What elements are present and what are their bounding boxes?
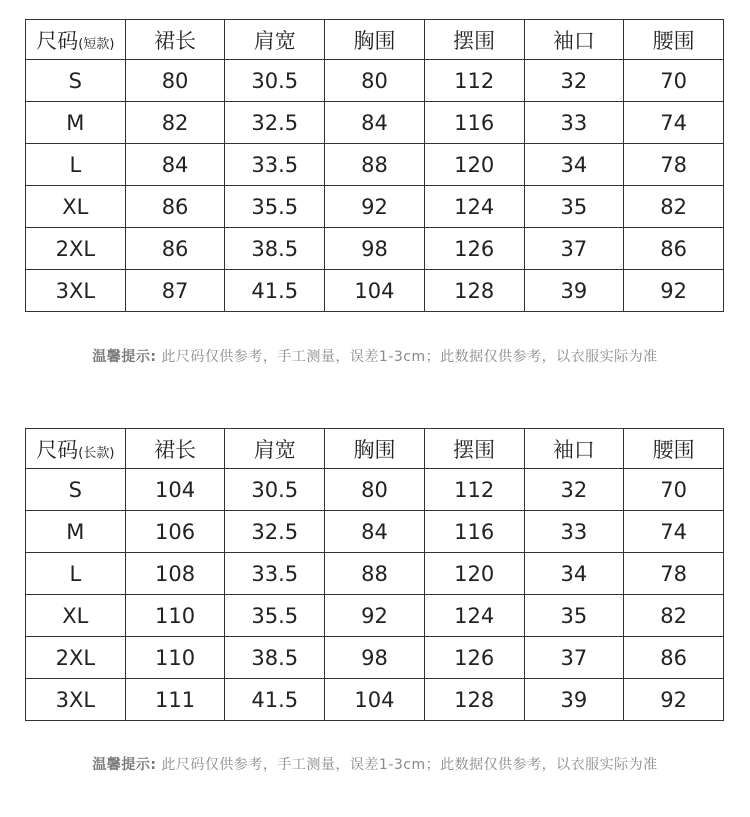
- table-cell: 78: [624, 553, 724, 595]
- table-cell: 106: [125, 511, 225, 553]
- header-waist: 腰围: [624, 429, 724, 469]
- header-length: 裙长: [125, 20, 225, 60]
- table-cell: 112: [424, 60, 524, 102]
- table-cell: 92: [624, 679, 724, 721]
- table-cell: 92: [325, 595, 425, 637]
- header-shoulder: 肩宽: [225, 429, 325, 469]
- note-text: 此尺码仅供参考，手工测量，误差1-3cm；此数据仅供参考，以衣服实际为准: [161, 757, 658, 773]
- header-size: [26, 20, 126, 60]
- table-cell: 35.5: [225, 186, 325, 228]
- table-cell: 86: [125, 186, 225, 228]
- table-cell: 120: [424, 144, 524, 186]
- table-cell: M: [26, 102, 126, 144]
- table-cell: 32.5: [225, 511, 325, 553]
- header-size: [26, 429, 126, 469]
- table-cell: 98: [325, 228, 425, 270]
- table-cell: 74: [624, 102, 724, 144]
- table-row: [26, 469, 724, 511]
- table-cell: 2XL: [26, 228, 126, 270]
- size-note-short: [0, 346, 750, 366]
- table-cell: 33.5: [225, 144, 325, 186]
- table-cell: 37: [524, 228, 624, 270]
- table-cell: 82: [624, 595, 724, 637]
- table-cell: 35.5: [225, 595, 325, 637]
- header-size-label: 尺码: [36, 437, 79, 462]
- table-cell: 2XL: [26, 637, 126, 679]
- table-cell: 35: [524, 595, 624, 637]
- table-cell: 110: [125, 595, 225, 637]
- header-shoulder: 肩宽: [225, 20, 325, 60]
- size-table-long: [25, 428, 724, 721]
- table-cell: 110: [125, 637, 225, 679]
- header-size-sub: (长款): [78, 445, 115, 461]
- table-cell: 32.5: [225, 102, 325, 144]
- note-label: 温馨提示:: [92, 757, 157, 773]
- table-cell: S: [26, 60, 126, 102]
- table-cell: 33: [524, 102, 624, 144]
- table-cell: 70: [624, 469, 724, 511]
- table-cell: 84: [325, 511, 425, 553]
- header-bust: 胸围: [325, 429, 425, 469]
- table-row: [26, 553, 724, 595]
- table-row: [26, 679, 724, 721]
- table-cell: 104: [325, 679, 425, 721]
- table-cell: 3XL: [26, 679, 126, 721]
- table-cell: 80: [125, 60, 225, 102]
- table-cell: 92: [624, 270, 724, 312]
- table-cell: 3XL: [26, 270, 126, 312]
- size-note-long: [0, 754, 750, 774]
- table-cell: 33.5: [225, 553, 325, 595]
- table-cell: 82: [624, 186, 724, 228]
- table-row: [26, 144, 724, 186]
- table-cell: 120: [424, 553, 524, 595]
- table-cell: 111: [125, 679, 225, 721]
- table-cell: 92: [325, 186, 425, 228]
- header-bust: 胸围: [325, 20, 425, 60]
- table-cell: 86: [624, 228, 724, 270]
- table-row: [26, 595, 724, 637]
- table-cell: 126: [424, 228, 524, 270]
- table-cell: 104: [325, 270, 425, 312]
- table-cell: 34: [524, 144, 624, 186]
- table-cell: 35: [524, 186, 624, 228]
- table-cell: 86: [624, 637, 724, 679]
- header-hem: 摆围: [424, 429, 524, 469]
- header-waist: 腰围: [624, 20, 724, 60]
- table-row: [26, 60, 724, 102]
- table-row: [26, 270, 724, 312]
- table-row: [26, 228, 724, 270]
- header-length: 裙长: [125, 429, 225, 469]
- table-row: [26, 511, 724, 553]
- table-row: [26, 637, 724, 679]
- table-cell: 98: [325, 637, 425, 679]
- table-cell: 39: [524, 270, 624, 312]
- table-cell: 84: [325, 102, 425, 144]
- table-header-row: [26, 20, 724, 60]
- table-cell: M: [26, 511, 126, 553]
- table-cell: 88: [325, 144, 425, 186]
- table-cell: 86: [125, 228, 225, 270]
- table-cell: 116: [424, 511, 524, 553]
- table-header-row: [26, 429, 724, 469]
- header-hem: 摆围: [424, 20, 524, 60]
- table-cell: 88: [325, 553, 425, 595]
- size-table-short: [25, 19, 724, 312]
- header-size-label: 尺码: [36, 28, 79, 53]
- table-cell: XL: [26, 595, 126, 637]
- table-cell: 34: [524, 553, 624, 595]
- table-cell: 108: [125, 553, 225, 595]
- table-cell: 124: [424, 595, 524, 637]
- table-cell: 112: [424, 469, 524, 511]
- table-cell: XL: [26, 186, 126, 228]
- table-cell: 41.5: [225, 270, 325, 312]
- table-cell: 74: [624, 511, 724, 553]
- table-cell: L: [26, 144, 126, 186]
- table-cell: 30.5: [225, 60, 325, 102]
- table-cell: 82: [125, 102, 225, 144]
- table-cell: L: [26, 553, 126, 595]
- table-cell: 32: [524, 60, 624, 102]
- table-cell: 116: [424, 102, 524, 144]
- table-cell: 78: [624, 144, 724, 186]
- table-cell: 38.5: [225, 228, 325, 270]
- table-cell: 70: [624, 60, 724, 102]
- table-row: [26, 102, 724, 144]
- table-cell: 128: [424, 679, 524, 721]
- table-cell: 38.5: [225, 637, 325, 679]
- table-cell: 104: [125, 469, 225, 511]
- table-cell: 30.5: [225, 469, 325, 511]
- table-cell: 84: [125, 144, 225, 186]
- note-text: 此尺码仅供参考，手工测量，误差1-3cm；此数据仅供参考，以衣服实际为准: [161, 349, 658, 365]
- header-cuff: 袖口: [524, 20, 624, 60]
- table-cell: 37: [524, 637, 624, 679]
- table-row: [26, 186, 724, 228]
- table-cell: 126: [424, 637, 524, 679]
- table-cell: S: [26, 469, 126, 511]
- header-cuff: 袖口: [524, 429, 624, 469]
- table-cell: 32: [524, 469, 624, 511]
- table-cell: 33: [524, 511, 624, 553]
- table-cell: 39: [524, 679, 624, 721]
- header-size-sub: (短款): [78, 36, 115, 52]
- note-label: 温馨提示:: [92, 349, 157, 365]
- table-cell: 41.5: [225, 679, 325, 721]
- table-cell: 128: [424, 270, 524, 312]
- table-cell: 87: [125, 270, 225, 312]
- table-cell: 80: [325, 469, 425, 511]
- table-cell: 124: [424, 186, 524, 228]
- table-cell: 80: [325, 60, 425, 102]
